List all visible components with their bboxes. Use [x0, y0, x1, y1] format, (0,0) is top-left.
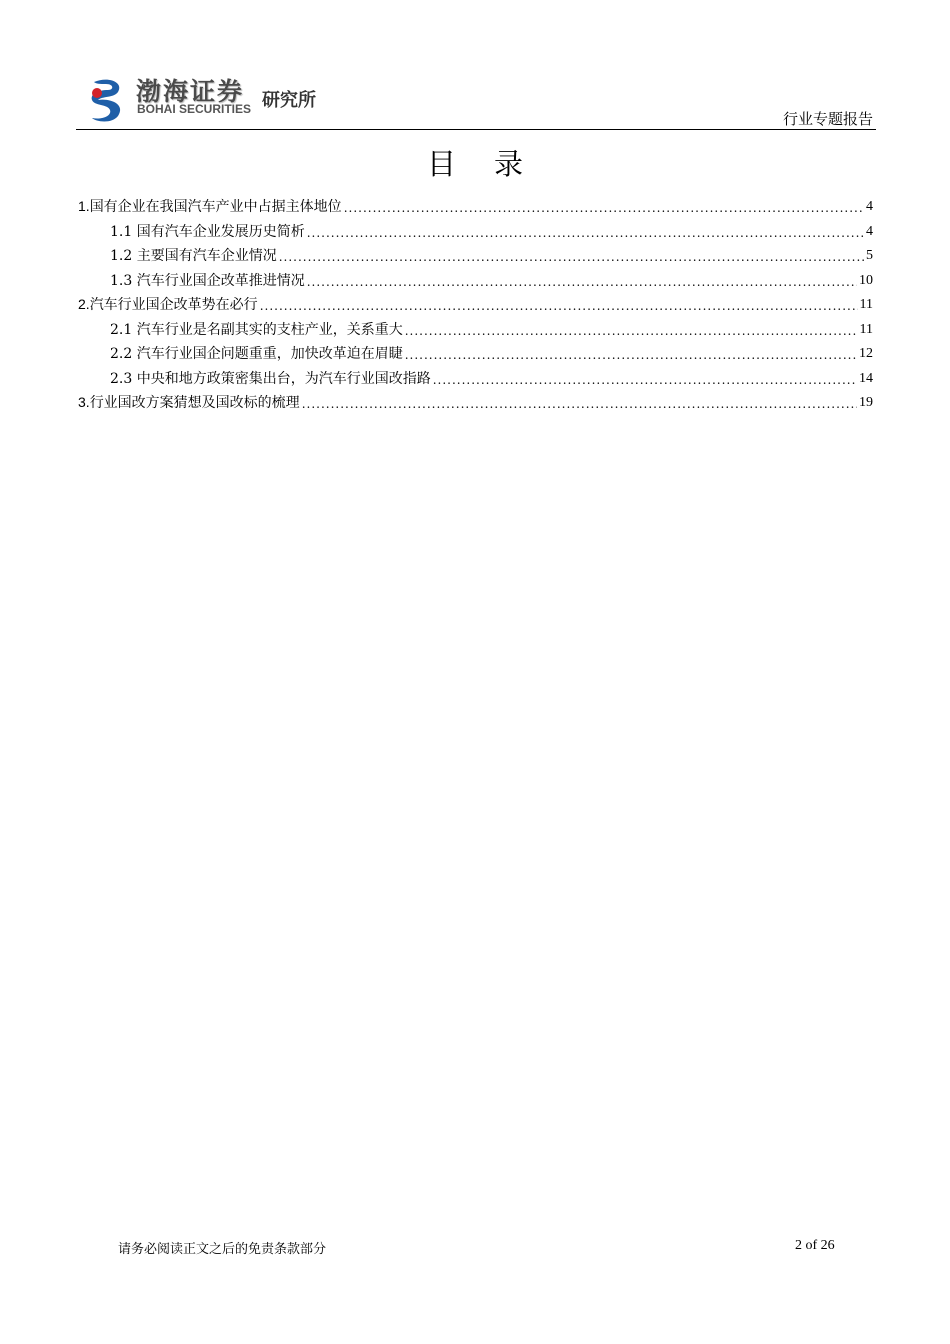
- toc-entry[interactable]: [110, 315, 873, 339]
- page-indicator: 2 of 26: [795, 1238, 835, 1253]
- toc-entry[interactable]: [78, 388, 873, 412]
- toc-entry-title: [78, 197, 342, 216]
- toc-entry-number: 2.3: [110, 370, 133, 387]
- toc-entry-page: 4: [866, 223, 873, 239]
- toc-entry-page: 4: [866, 199, 873, 214]
- toc-entry-title: [78, 295, 258, 314]
- toc-entry-label: 中央和地方政策密集出台，为汽车行业国改指路: [132, 370, 431, 387]
- toc-entry-label: 汽车行业国企改革势在必行: [89, 297, 258, 313]
- toc-entry[interactable]: [110, 266, 873, 290]
- toc-entry-page: 10: [859, 272, 873, 288]
- toc-entry-label: 汽车行业国企问题重重，加快改革迫在眉睫: [132, 346, 403, 362]
- toc-entry-title: [78, 393, 300, 412]
- toc-dot-leader: [405, 323, 858, 339]
- toc-entry-label: 汽车行业国企改革推进情况: [132, 272, 305, 289]
- toc-entry-label: 行业国改方案猜想及国改标的梳理: [89, 395, 300, 411]
- toc-entry[interactable]: [78, 290, 873, 314]
- logo-english-name: BOHAI SECURITIES: [137, 102, 252, 116]
- report-type-label: 行业专题报告: [782, 110, 873, 128]
- disclaimer-note: 请务必阅读正文之后的免责条款部分: [118, 1242, 327, 1257]
- toc-entry[interactable]: [110, 339, 873, 363]
- toc-entry-label: 汽车行业是名副其实的支柱产业，关系重大: [132, 321, 403, 338]
- toc-entry-page: 12: [859, 346, 873, 361]
- toc-entry-page: 11: [859, 321, 873, 337]
- toc-entry-number: 1.3: [110, 272, 133, 289]
- toc-title: 目录: [426, 147, 561, 181]
- toc-entry-title: [110, 345, 403, 363]
- toc-entry-label: 国有企业在我国汽车产业中占据主体地位: [89, 199, 342, 215]
- toc-entry-number: 1.2: [110, 248, 133, 264]
- toc-entry-title: [110, 321, 403, 339]
- toc-entry-title: [110, 223, 305, 241]
- toc-dot-leader: [405, 347, 857, 363]
- toc-entry[interactable]: [78, 192, 873, 216]
- toc-entry-page: 11: [859, 297, 873, 312]
- toc-dot-leader: [302, 396, 857, 412]
- toc-entry-page: 5: [866, 248, 873, 263]
- toc-dot-leader: [279, 249, 864, 265]
- toc-entry-title: [110, 247, 277, 265]
- toc-dot-leader: [344, 200, 864, 216]
- toc-entry-number: 2.2: [110, 346, 133, 362]
- toc-entry-number: 1.1: [110, 223, 133, 240]
- toc-entry-number: 2.: [78, 296, 90, 312]
- toc-entry[interactable]: [110, 241, 873, 265]
- toc-dot-leader: [260, 298, 858, 314]
- toc-entry-page: 14: [859, 370, 873, 386]
- toc-entry-title: [110, 370, 431, 388]
- toc-entry-label: 主要国有汽车企业情况: [132, 248, 277, 264]
- bohai-logo-icon: [88, 76, 128, 124]
- logo-chinese-name: 渤海证券: [136, 77, 245, 106]
- toc-entry-title: [110, 272, 305, 290]
- toc-entry-page: 19: [859, 395, 873, 410]
- toc-entry-number: 3.: [78, 394, 90, 410]
- toc-entry-label: 国有汽车企业发展历史简析: [132, 223, 305, 240]
- header-divider: [76, 129, 876, 130]
- toc-dot-leader: [307, 274, 857, 290]
- institute-name: 研究所: [262, 90, 316, 111]
- toc-dot-leader: [307, 225, 864, 241]
- page-header: [78, 68, 875, 130]
- toc-entry[interactable]: [110, 217, 873, 241]
- toc-dot-leader: [433, 372, 857, 388]
- toc-entry-number: 1.: [78, 198, 90, 214]
- toc-entry[interactable]: [110, 364, 873, 388]
- toc-entry-number: 2.1: [110, 321, 133, 338]
